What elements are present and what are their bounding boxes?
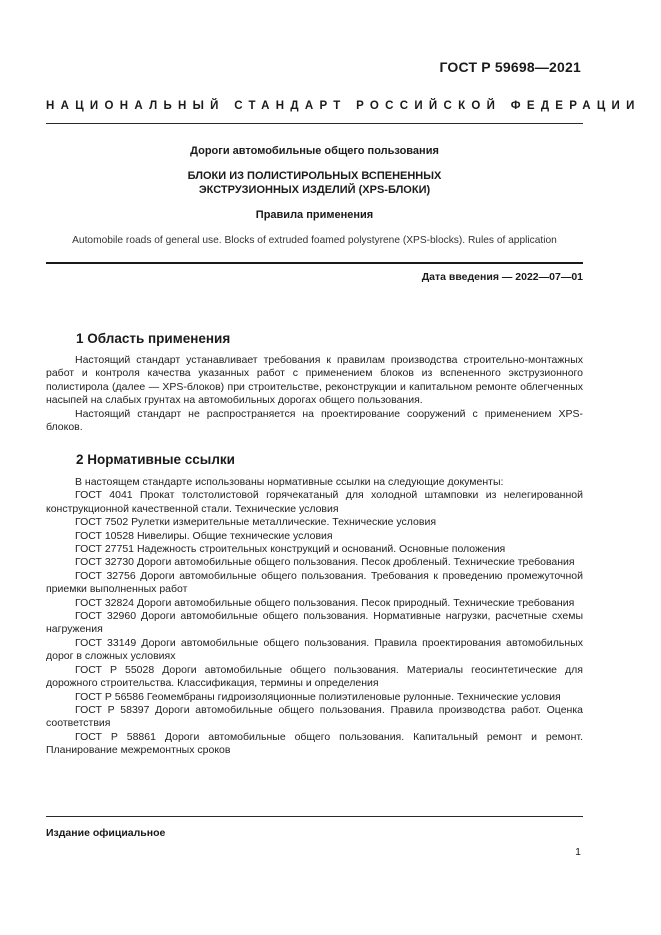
reference-item: ГОСТ 27751 Надежность строительных конструкций и оснований. Основные положения: [75, 543, 506, 556]
reference-item: ГОСТ 32730 Дороги автомобильные общего пользования. Песок дробленый. Технические требования: [75, 556, 575, 569]
reference-item: ГОСТ Р 56586 Геомембраны гидроизоляционные полиэтиленовые рулонные. Технические условия: [75, 690, 561, 703]
section-2-title: 2 Нормативные ссылки: [76, 452, 235, 467]
section-2-body: [46, 476, 583, 758]
reference-item: ГОСТ Р 58397 Дороги автомобильные общего пользования. Правила производства работ. Оценка соответствия: [46, 703, 583, 730]
footer-divider: [46, 816, 583, 817]
reference-item: ГОСТ 4041 Прокат толстолистовой горячекатаный для холодной штамповки из нелегированной конструкционной качественной стали. Технические условия: [46, 489, 583, 515]
official-edition-label: Издание официальное: [46, 827, 166, 839]
title-main: [46, 169, 583, 197]
title-main-line-a: БЛОКИ ИЗ ПОЛИСТИРОЛЬНЫХ ВСПЕНЕННЫХ: [187, 170, 442, 182]
section-1-body: [46, 354, 583, 434]
reference-item: ГОСТ Р 55028 Дороги автомобильные общего пользования. Материалы геосинтетические для дорожного строительства. Классификация, термины и определения: [46, 663, 583, 690]
reference-item: ГОСТ 32756 Дороги автомобильные общего пользования. Требования к проведению промежуточной приемки выполненных работ: [46, 569, 583, 596]
standard-code: ГОСТ Р 59698—2021: [439, 59, 581, 75]
paragraph: Настоящий стандарт не распространяется на проектирование сооружений с применением XPS-блоков.: [46, 407, 583, 434]
paragraph: В настоящем стандарте использованы нормативные ссылки на следующие документы:: [75, 476, 504, 488]
section-1-title: 1 Область применения: [76, 331, 231, 346]
reference-item: ГОСТ 33149 Дороги автомобильные общего пользования. Правила проектирования автомобильных дорог в сложных условиях: [46, 636, 583, 663]
title-divider: [46, 262, 583, 264]
introduction-date: Дата введения — 2022—07—01: [421, 271, 583, 283]
title-main-line-b: ЭКСТРУЗИОННЫХ ИЗДЕЛИЙ (XPS-БЛОКИ): [198, 184, 431, 196]
reference-item: ГОСТ 32960 Дороги автомобильные общего пользования. Нормативные нагрузки, расчетные схемы нагружения: [46, 610, 583, 636]
title-subtitle: Правила применения: [255, 209, 374, 221]
reference-item: ГОСТ 7502 Рулетки измерительные металлические. Технические условия: [75, 516, 437, 529]
reference-item: ГОСТ 10528 Нивелиры. Общие технические условия: [75, 529, 333, 542]
title-line-1: Дороги автомобильные общего пользования: [190, 145, 439, 157]
paragraph: Настоящий стандарт устанавливает требования к правилам производства строительно-монтажных работ и контроля качества указанных работ с применением блоков из вспененного экструзионного полистирола (далее — XPS-блоков) при строительстве, реконструкции и капитальном ремонте облегченных насыпей на слабых грунтах на автомобильных дорогах общего пользования.: [46, 354, 583, 407]
header-divider: [46, 123, 583, 124]
reference-item: ГОСТ Р 58861 Дороги автомобильные общего пользования. Капитальный ремонт и ремонт. Планирование межремонтных сроков: [46, 730, 583, 757]
title-english: Automobile roads of general use. Blocks of extruded foamed polystyrene (XPS-blocks). Rules of application: [72, 235, 557, 246]
national-standard-heading: НАЦИОНАЛЬНЫЙ СТАНДАРТ РОССИЙСКОЙ ФЕДЕРАЦИИ: [46, 100, 641, 112]
reference-item: ГОСТ 32824 Дороги автомобильные общего пользования. Песок природный. Технические требования: [75, 596, 575, 609]
page-number: 1: [575, 846, 581, 858]
